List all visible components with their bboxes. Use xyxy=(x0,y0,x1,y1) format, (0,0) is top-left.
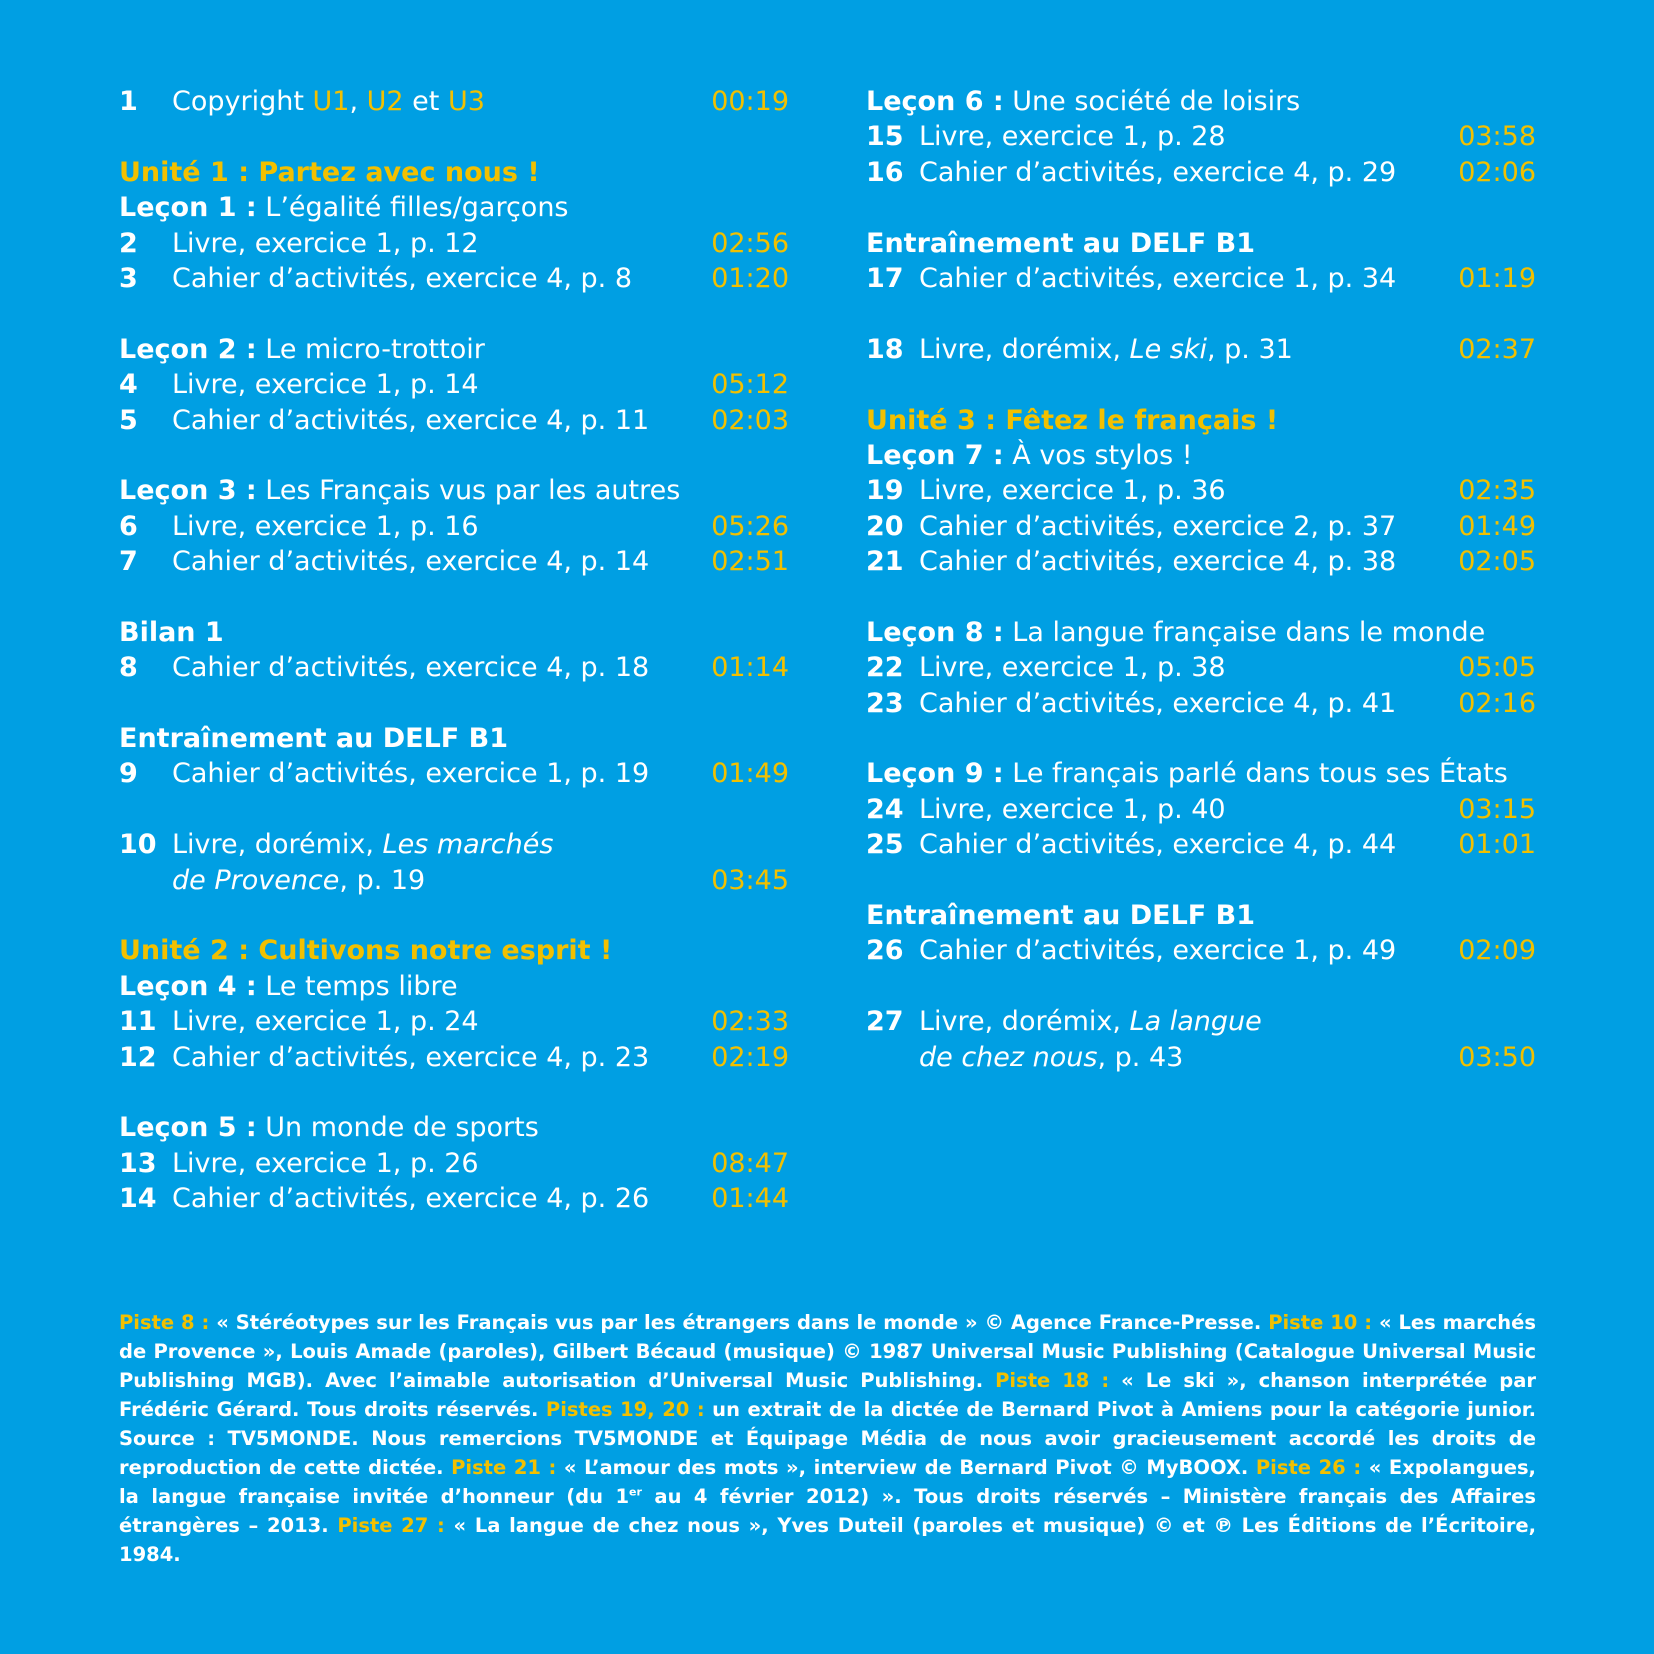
track-duration: 01:01 xyxy=(1458,829,1536,861)
track-title xyxy=(172,650,649,685)
credit-text: « Les marchés de Provence », Louis Amade (paroles), Gilbert Bécaud (musique) © 1987 Universal Music Publishing (Catalogue Universal Music Publishing MGB). Avec l’aimable autorisation d’Universal Music Publishing. xyxy=(119,1311,1536,1392)
track-text: , xyxy=(349,86,367,117)
track-text: et xyxy=(403,86,448,117)
credits-paragraph xyxy=(119,1308,1536,1569)
song-title: Les marchés xyxy=(382,829,554,861)
track-text: , p. 19 xyxy=(339,864,426,896)
lesson-label: Leçon 7 : xyxy=(866,439,1004,471)
track-text: Livre, exercice 1, p. 16 xyxy=(172,510,479,542)
credit-text: er xyxy=(629,1485,642,1499)
track-text: Cahier d’activités, exercice 2, p. 37 xyxy=(919,510,1397,542)
track-text: Cahier d’activités, exercice 4, p. 23 xyxy=(172,1041,650,1073)
lesson-row xyxy=(866,84,1536,119)
track-text: Cahier d’activités, exercice 4, p. 8 xyxy=(172,262,633,294)
credit-text: au 4 février 2012) ». Tous droits réservés – Ministère français des Affaires étrangères – 2013. xyxy=(119,1485,1536,1537)
spacer xyxy=(119,296,789,331)
track-text: Livre, exercice 1, p. 40 xyxy=(919,793,1226,825)
track-duration: 01:14 xyxy=(711,652,789,684)
unit-reference: U1 xyxy=(312,86,350,117)
lesson-row xyxy=(119,473,789,508)
section-heading: Bilan 1 xyxy=(119,616,224,648)
credit-text: « L’amour des mots », interview de Bernard Pivot © MyBOOX. xyxy=(556,1456,1256,1479)
track-duration: 03:58 xyxy=(1458,121,1536,153)
track-title xyxy=(172,509,479,544)
track-duration: 08:47 xyxy=(711,1147,789,1179)
heading-row xyxy=(119,615,789,650)
unit-row xyxy=(866,403,1536,438)
track-title xyxy=(172,367,479,402)
track-title xyxy=(919,119,1226,154)
track-title xyxy=(172,1181,649,1216)
track-reference: Piste 21 : xyxy=(451,1456,557,1479)
spacer xyxy=(866,579,1536,614)
track-duration: 02:35 xyxy=(1458,475,1536,507)
track-number: 5 xyxy=(119,404,138,436)
track-title xyxy=(919,332,1293,367)
track-text: Livre, exercice 1, p. 12 xyxy=(172,227,479,259)
lesson-label: Leçon 6 : xyxy=(866,86,1004,117)
track-row xyxy=(866,827,1536,862)
track-title xyxy=(172,403,649,438)
track-text: Livre, exercice 1, p. 14 xyxy=(172,369,479,401)
track-duration: 05:12 xyxy=(711,369,789,401)
lesson-title: Un monde de sports xyxy=(256,1112,539,1144)
track-row xyxy=(866,119,1536,154)
track-row xyxy=(866,933,1536,968)
lesson-label: Leçon 2 : xyxy=(119,333,257,365)
lesson-title: Le français parlé dans tous ses États xyxy=(1003,758,1508,790)
track-title xyxy=(919,544,1396,579)
track-duration: 02:19 xyxy=(711,1041,789,1073)
track-title xyxy=(172,756,649,791)
track-reference: Piste 26 : xyxy=(1255,1456,1362,1479)
spacer xyxy=(119,579,789,614)
track-number: 16 xyxy=(866,156,904,188)
track-title xyxy=(172,261,632,296)
track-row xyxy=(119,509,789,544)
track-number: 23 xyxy=(866,687,904,719)
spacer xyxy=(866,969,1536,1004)
spacer xyxy=(866,721,1536,756)
track-row xyxy=(866,509,1536,544)
track-row xyxy=(119,1181,789,1216)
track-number: 4 xyxy=(119,369,138,401)
unit-row xyxy=(119,933,789,968)
track-title xyxy=(172,1146,479,1181)
track-duration: 01:44 xyxy=(711,1183,789,1215)
track-title xyxy=(919,1004,1262,1039)
lesson-title: Le temps libre xyxy=(256,970,458,1002)
lesson-label: Leçon 1 : xyxy=(119,192,257,224)
lesson-label: Leçon 9 : xyxy=(866,758,1004,790)
track-number: 6 xyxy=(119,510,138,542)
unit-reference: U3 xyxy=(447,86,485,117)
track-title xyxy=(919,473,1226,508)
track-duration: 02:06 xyxy=(1458,156,1536,188)
track-text: Livre, exercice 1, p. 24 xyxy=(172,1006,479,1038)
lesson-row xyxy=(866,756,1536,791)
track-row xyxy=(119,1040,789,1075)
track-text: Livre, exercice 1, p. 38 xyxy=(919,652,1226,684)
track-number: 7 xyxy=(119,546,138,578)
track-title xyxy=(172,1004,479,1039)
track-title xyxy=(172,1040,649,1075)
track-number: 19 xyxy=(866,475,904,507)
unit-heading: Unité 1 : Partez avec nous ! xyxy=(119,156,540,188)
lesson-row xyxy=(119,1110,789,1145)
track-reference: Piste 10 : xyxy=(1268,1311,1373,1334)
lesson-title: Une société de loisirs xyxy=(1003,86,1301,117)
track-text: , p. 43 xyxy=(1097,1041,1184,1073)
track-row xyxy=(866,473,1536,508)
track-row xyxy=(866,332,1536,367)
spacer xyxy=(119,686,789,721)
lesson-label: Leçon 4 : xyxy=(119,970,257,1002)
track-number: 9 xyxy=(119,758,138,790)
track-text: Cahier d’activités, exercice 4, p. 11 xyxy=(172,404,650,436)
track-duration: 05:05 xyxy=(1458,652,1536,684)
track-title xyxy=(172,863,425,898)
unit-heading: Unité 2 : Cultivons notre esprit ! xyxy=(119,935,613,967)
track-row xyxy=(119,544,789,579)
track-title xyxy=(172,226,479,261)
lesson-label: Leçon 3 : xyxy=(119,475,257,507)
spacer xyxy=(866,190,1536,225)
track-row xyxy=(866,1004,1536,1039)
track-reference: Piste 8 : xyxy=(119,1311,210,1334)
track-duration: 02:37 xyxy=(1458,333,1536,365)
credit-text: un extrait de la dictée de Bernard Pivot à Amiens pour la catégorie junior. Source : TV5MONDE. Nous remercions TV5MONDE et Équipage Média de nous avoir gracieusement accordé les droits de reproduction de cette dictée. xyxy=(119,1398,1536,1479)
track-duration: 02:09 xyxy=(1458,935,1536,967)
track-row xyxy=(119,756,789,791)
spacer xyxy=(119,792,789,827)
track-title xyxy=(919,792,1226,827)
track-title xyxy=(919,155,1396,190)
track-number: 18 xyxy=(866,333,904,365)
track-text: Cahier d’activités, exercice 1, p. 34 xyxy=(919,262,1397,294)
heading-row xyxy=(119,721,789,756)
track-row xyxy=(119,650,789,685)
track-title xyxy=(172,827,553,862)
track-duration: 02:51 xyxy=(711,546,789,578)
track-text: Cahier d’activités, exercice 4, p. 44 xyxy=(919,829,1397,861)
track-row xyxy=(119,827,789,862)
section-heading: Entraînement au DELF B1 xyxy=(866,227,1255,259)
track-duration: 00:19 xyxy=(711,86,789,117)
track-row xyxy=(866,792,1536,827)
track-number: 20 xyxy=(866,510,904,542)
track-row xyxy=(866,686,1536,721)
song-title: de chez nous xyxy=(919,1041,1098,1073)
track-text: Cahier d’activités, exercice 4, p. 41 xyxy=(919,687,1397,719)
song-title: La langue xyxy=(1129,1006,1262,1038)
track-row xyxy=(119,261,789,296)
lesson-label: Leçon 5 : xyxy=(119,1112,257,1144)
track-title xyxy=(172,544,649,579)
credit-text: « Expolangues, la langue française invitée d’honneur (du 1 xyxy=(119,1456,1536,1508)
track-title xyxy=(919,261,1396,296)
track-text: Livre, exercice 1, p. 36 xyxy=(919,475,1226,507)
track-duration: 01:19 xyxy=(1458,262,1536,294)
section-heading: Entraînement au DELF B1 xyxy=(119,723,508,755)
track-duration: 01:20 xyxy=(711,262,789,294)
track-number: 3 xyxy=(119,262,138,294)
track-text: Livre, dorémix, xyxy=(919,333,1130,365)
lesson-title: Le micro-trottoir xyxy=(256,333,485,365)
track-title xyxy=(919,1040,1183,1075)
spacer xyxy=(866,367,1536,402)
track-row xyxy=(866,1040,1536,1075)
track-duration: 02:33 xyxy=(711,1006,789,1038)
track-duration: 02:56 xyxy=(711,227,789,259)
spacer xyxy=(119,119,789,154)
tracklist-left-column xyxy=(119,84,789,1217)
lesson-title: La langue française dans le monde xyxy=(1003,616,1486,648)
track-title xyxy=(919,933,1396,968)
section-heading: Entraînement au DELF B1 xyxy=(866,899,1255,931)
track-number: 17 xyxy=(866,262,904,294)
track-row xyxy=(866,544,1536,579)
track-number: 22 xyxy=(866,652,904,684)
credit-text: « Le ski », chanson interprétée par Frédéric Gérard. Tous droits réservés. xyxy=(119,1369,1536,1421)
heading-row xyxy=(866,226,1536,261)
unit-heading: Unité 3 : Fêtez le français ! xyxy=(866,404,1279,436)
track-text: Cahier d’activités, exercice 1, p. 19 xyxy=(172,758,650,790)
track-duration: 02:03 xyxy=(711,404,789,436)
track-number: 11 xyxy=(119,1006,157,1038)
heading-row xyxy=(866,898,1536,933)
track-row xyxy=(119,367,789,402)
track-duration: 03:45 xyxy=(711,864,789,896)
track-duration: 01:49 xyxy=(1458,510,1536,542)
unit-row xyxy=(119,155,789,190)
track-duration: 03:50 xyxy=(1458,1041,1536,1073)
track-text: Cahier d’activités, exercice 4, p. 26 xyxy=(172,1183,650,1215)
track-duration: 02:16 xyxy=(1458,687,1536,719)
track-row xyxy=(119,1146,789,1181)
track-row xyxy=(866,650,1536,685)
track-row xyxy=(119,863,789,898)
track-row xyxy=(866,261,1536,296)
track-row xyxy=(119,226,789,261)
track-number: 27 xyxy=(866,1006,904,1038)
track-text: Livre, dorémix, xyxy=(919,1006,1130,1038)
spacer xyxy=(866,296,1536,331)
track-number: 25 xyxy=(866,829,904,861)
track-reference: Pistes 19, 20 : xyxy=(545,1398,705,1421)
track-row xyxy=(119,84,789,119)
track-title xyxy=(919,686,1396,721)
track-row xyxy=(119,1004,789,1039)
track-text: , p. 31 xyxy=(1206,333,1293,365)
track-number: 13 xyxy=(119,1147,157,1179)
track-number: 26 xyxy=(866,935,904,967)
track-duration: 02:05 xyxy=(1458,546,1536,578)
track-title xyxy=(919,509,1396,544)
lesson-row xyxy=(119,332,789,367)
lesson-title: Les Français vus par les autres xyxy=(256,475,681,507)
tracklist-right-column xyxy=(866,84,1536,1075)
credit-text: « La langue de chez nous », Yves Duteil (paroles et musique) © et ℗ Les Éditions de l’Écritoire, 1984. xyxy=(119,1514,1536,1566)
track-number: 1 xyxy=(119,86,138,117)
track-reference: Piste 18 : xyxy=(995,1369,1110,1392)
track-text: Cahier d’activités, exercice 4, p. 18 xyxy=(172,652,650,684)
track-title xyxy=(172,84,485,119)
lesson-title: À vos stylos ! xyxy=(1003,439,1193,471)
song-title: de Provence xyxy=(172,864,340,896)
track-text: Cahier d’activités, exercice 4, p. 14 xyxy=(172,546,650,578)
track-text: Copyright xyxy=(172,86,313,117)
lesson-label: Leçon 8 : xyxy=(866,616,1004,648)
track-duration: 03:15 xyxy=(1458,793,1536,825)
track-title xyxy=(919,827,1396,862)
spacer xyxy=(119,898,789,933)
track-number: 12 xyxy=(119,1041,157,1073)
lesson-row xyxy=(866,615,1536,650)
lesson-row xyxy=(119,190,789,225)
track-number: 24 xyxy=(866,793,904,825)
lesson-title: L’égalité filles/garçons xyxy=(256,192,569,224)
track-number: 8 xyxy=(119,652,138,684)
track-title xyxy=(919,650,1226,685)
track-number: 2 xyxy=(119,227,138,259)
credit-text: « Stéréotypes sur les Français vus par les étrangers dans le monde » © Agence France-Presse. xyxy=(209,1311,1269,1334)
unit-reference: U2 xyxy=(366,86,404,117)
track-text: Livre, exercice 1, p. 28 xyxy=(919,121,1226,153)
track-text: Cahier d’activités, exercice 4, p. 29 xyxy=(919,156,1397,188)
track-reference: Piste 27 : xyxy=(337,1514,445,1537)
lesson-row xyxy=(866,438,1536,473)
track-row xyxy=(866,155,1536,190)
track-number: 14 xyxy=(119,1183,157,1215)
song-title: Le ski xyxy=(1129,333,1207,365)
track-text: Livre, dorémix, xyxy=(172,829,383,861)
track-number: 15 xyxy=(866,121,904,153)
track-number: 21 xyxy=(866,546,904,578)
track-text: Cahier d’activités, exercice 1, p. 49 xyxy=(919,935,1397,967)
track-duration: 05:26 xyxy=(711,510,789,542)
track-number: 10 xyxy=(119,829,157,861)
spacer xyxy=(866,863,1536,898)
spacer xyxy=(119,438,789,473)
track-text: Cahier d’activités, exercice 4, p. 38 xyxy=(919,546,1397,578)
track-text: Livre, exercice 1, p. 26 xyxy=(172,1147,479,1179)
track-duration: 01:49 xyxy=(711,758,789,790)
lesson-row xyxy=(119,969,789,1004)
track-row xyxy=(119,403,789,438)
spacer xyxy=(119,1075,789,1110)
